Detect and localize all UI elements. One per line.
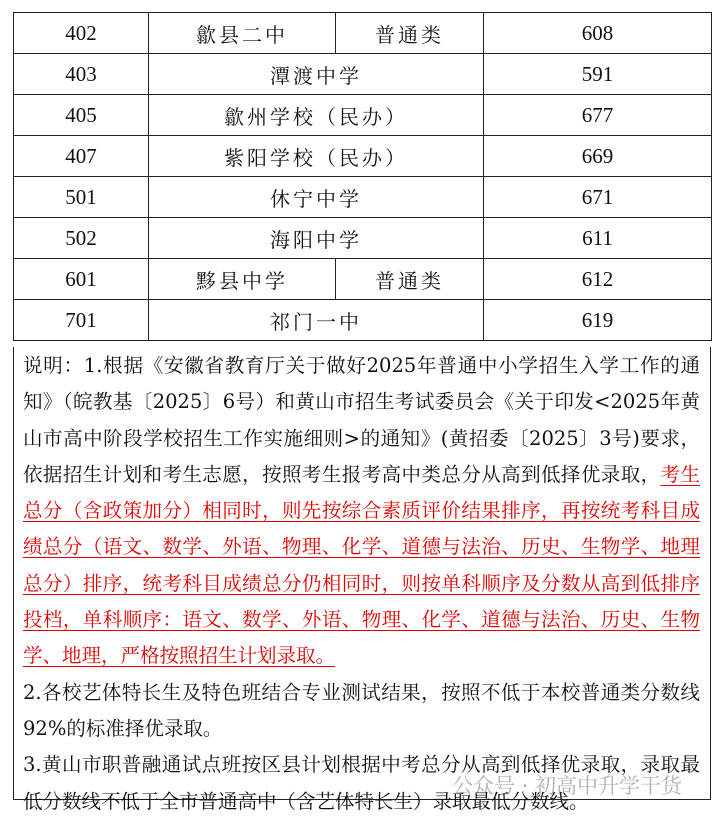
table-row — [14, 177, 712, 218]
note-3: 3.黄山市职普融通试点班按区县计划根据中考总分从高到低择优录取，录取最低分数线不低于全市普通高中（含艺体特长生）录取最低分数线。 — [23, 753, 700, 813]
score: 669 — [484, 136, 712, 177]
school-code: 405 — [14, 95, 149, 136]
school-name: 紫阳学校（民办） — [149, 136, 484, 177]
note-1-highlight: 考生总分（含政策加分）相同时，则先按综合素质评价结果排序，再按统考科目成绩总分（语文、数学、外语、物理、化学、道德与法治、历史、生物学、地理总分）排序，统考科目成绩总分仍相同时，则按单科顺序及分数从高到低排序投档，单科顺序：语文、数学、外语、物理、化学、道德与法治、历史、生物学、地理，严格按照招生计划录取。 — [23, 462, 700, 668]
score: 677 — [484, 95, 712, 136]
school-code: 407 — [14, 136, 149, 177]
score: 619 — [484, 300, 712, 341]
table-row — [14, 95, 712, 136]
table-row — [14, 259, 712, 300]
school-name: 黟县中学 — [149, 259, 336, 300]
score: 611 — [484, 218, 712, 259]
school-name: 歙州学校（民办） — [149, 95, 484, 136]
school-name: 海阳中学 — [149, 218, 484, 259]
score: 671 — [484, 177, 712, 218]
school-code: 502 — [14, 218, 149, 259]
table-row — [14, 136, 712, 177]
school-code: 501 — [14, 177, 149, 218]
score: 608 — [484, 13, 712, 54]
score: 612 — [484, 259, 712, 300]
admission-score-table — [13, 12, 712, 341]
notes-box — [13, 347, 711, 813]
school-type: 普通类 — [336, 13, 484, 54]
school-code: 601 — [14, 259, 149, 300]
note-1 — [23, 348, 700, 675]
table-row — [14, 218, 712, 259]
school-code: 402 — [14, 13, 149, 54]
school-code: 701 — [14, 300, 149, 341]
school-name: 祁门一中 — [149, 300, 484, 341]
school-name: 潭渡中学 — [149, 54, 484, 95]
table-row — [14, 13, 712, 54]
school-code: 403 — [14, 54, 149, 95]
table-row — [14, 54, 712, 95]
school-name: 歙县二中 — [149, 13, 336, 54]
school-type: 普通类 — [336, 259, 484, 300]
note-1-text: 说明：1.根据《安徽省教育厅关于做好2025年普通中小学招生入学工作的通知》（皖教基〔2025〕6号）和黄山市招生考试委员会《关于印发<2025年黄山市高中阶段学校招生工作实施细则>的通知》(黄招委〔2025〕3号)要求，依据招生计划和考生志愿，按照考生报考高中类总分从高到低择优录取， — [23, 354, 700, 486]
watermark: 公众号 · 初高中升学干货 — [452, 774, 683, 798]
score: 591 — [484, 54, 712, 95]
table-row — [14, 300, 712, 341]
school-name: 休宁中学 — [149, 177, 484, 218]
note-2: 2.各校艺体特长生及特色班结合专业测试结果，按照不低于本校普通类分数线92%的标准择优录取。 — [23, 680, 700, 740]
